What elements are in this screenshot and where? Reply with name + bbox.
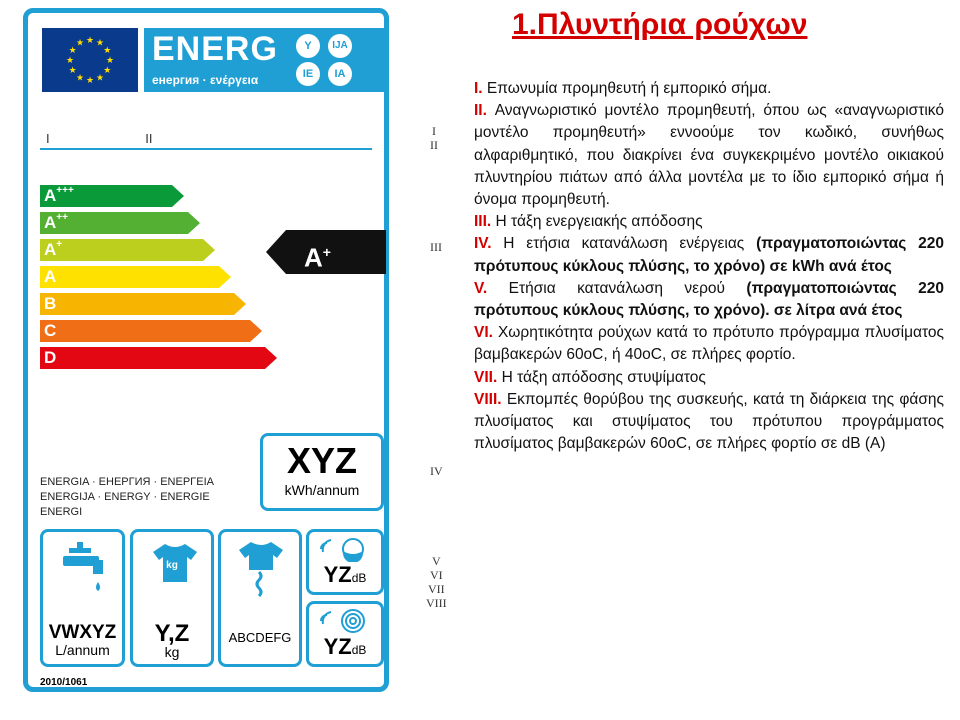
energy-label: [23, 8, 389, 692]
energy-class-bar: [40, 293, 234, 315]
eu-star-icon: ★: [95, 72, 105, 83]
lang-circle: IJA: [328, 34, 352, 58]
energy-consumption-box: [260, 433, 384, 511]
marker-v: V: [432, 554, 441, 568]
class-letter: C: [44, 321, 57, 340]
capacity-unit: kg: [164, 644, 180, 660]
spin-value: ABCDEFG: [228, 630, 292, 645]
supplier-marker: I: [46, 131, 50, 146]
energy-class-bar: [40, 212, 188, 234]
energy-subtitle: енергия · ενέργεια: [152, 73, 259, 87]
class-sup: ++: [56, 212, 68, 223]
list-item: VIII. Εκπομπές θορύβου της συσκευής, κατά τη διάρκεια της φάσης πλυσίματος και στυψίματος του πρότυπου προγράμματος πλυσίματος βαμβακερών 60οC, σε πλήρες φορτίο σε dB (A): [474, 390, 944, 453]
noise-wash-box: [306, 529, 384, 595]
shirt-kg-label: kg: [166, 560, 178, 571]
eu-star-icon: ★: [85, 75, 95, 85]
speaker-spin-icon: [319, 608, 375, 634]
marker-i: I: [432, 124, 436, 138]
eu-star-icon: ★: [65, 55, 75, 65]
eu-star-icon: ★: [85, 35, 95, 45]
class-sup: +++: [56, 185, 74, 196]
class-sup: +: [56, 239, 63, 250]
divider: [40, 148, 372, 150]
class-letter: A: [44, 186, 57, 205]
class-letter: A: [44, 267, 57, 286]
regulation-number: 2010/1061: [40, 677, 88, 688]
explanation-list: [474, 78, 944, 455]
noise-wash-value: YZdB: [323, 562, 367, 587]
language-list: [40, 475, 214, 520]
energy-title: ENERG: [152, 30, 278, 68]
language-line: ENERGI: [40, 506, 83, 518]
energy-class-bar: [40, 185, 172, 207]
supplier-row: [46, 131, 152, 146]
page-title: 1.Πλυντήρια ρούχων: [512, 8, 808, 41]
noise-spin-box: [306, 601, 384, 667]
list-item: VI. Χωρητικότητα ρούχων κατά το πρότυπο πρόγραμμα πλυσίματος βαμβακερών 60οC, ή 40οC, σε πλήρες φορτίο.: [474, 324, 944, 364]
eu-star-icon: ★: [95, 37, 105, 48]
capacity-box: [130, 529, 214, 667]
eu-star-icon: ★: [68, 45, 77, 55]
capacity-value: Y,Z: [154, 620, 190, 647]
list-item: V. Ετήσια κατανάλωση νερού (πραγματοποιώντας 220 πρότυπους κύκλους πλύσης, το χρόνο). σε λίτρα ανά έτος: [474, 279, 944, 320]
spin-shirt-icon: [237, 540, 289, 598]
eu-flag: [42, 28, 138, 92]
kwh-value: XYZ: [286, 440, 357, 481]
list-item: IV. Η ετήσια κατανάλωση ενέργειας (πραγματοποιώντας 220 πρότυπους κύκλους πλύσης, το χρόνο) σε kWh ανά έτος: [474, 235, 945, 275]
eu-stars-icon: [42, 28, 138, 92]
model-marker: II: [145, 131, 153, 146]
class-letter: B: [44, 294, 57, 313]
eu-star-icon: ★: [68, 65, 77, 75]
eu-star-icon: ★: [105, 55, 115, 65]
list-item: I. Επωνυμία προμηθευτή ή εμπορικό σήμα.: [474, 80, 772, 97]
energy-class-bar: [40, 266, 219, 288]
list-item: VII. Η τάξη απόδοσης στυψίματος: [474, 368, 706, 386]
eu-star-icon: ★: [103, 65, 112, 75]
rating-letter: A: [304, 242, 323, 273]
language-line: ENERGIJA · ENERGY · ENERGIE: [40, 491, 210, 503]
lang-circle: IA: [328, 62, 352, 86]
water-consumption-box: [40, 529, 125, 667]
eu-star-icon: ★: [75, 72, 85, 83]
tap-icon: [59, 542, 111, 600]
marker-viii: VIII: [426, 596, 447, 610]
kwh-unit: kWh/annum: [284, 482, 360, 498]
list-item: III. Η τάξη ενεργειακής απόδοσης: [474, 213, 703, 231]
lang-circle: Y: [296, 34, 320, 58]
class-letter: D: [44, 348, 57, 367]
eu-star-icon: ★: [75, 37, 85, 48]
language-line: ENERGIA · ЕНЕРГИЯ · ΕΝΕΡΓΕΙΑ: [40, 476, 214, 488]
marker-vi: VI: [430, 568, 443, 582]
energy-class-bar: [40, 347, 265, 369]
marker-vii: VII: [428, 582, 445, 596]
energy-rating-arrow: [286, 230, 386, 274]
speaker-wash-icon: [319, 536, 375, 562]
water-unit: L/annum: [55, 642, 110, 658]
energy-class-bar: [40, 239, 203, 261]
marker-iii: III: [430, 240, 442, 254]
class-letter: A: [44, 240, 57, 259]
class-letter: A: [44, 213, 57, 232]
list-item: II. Αναγνωριστικό μοντέλο προμηθευτή, όπου ως «αναγνωριστικό μοντέλο προμηθευτή» εννοούμε τον κωδικό, συνήθως αλφαριθμητικό, που διακρίνει ένα συγκεκριμένο μοντέλο οικιακού πλυντηρίου πιάτων από άλλα μοντέλα με το ίδιο εμπορικό σήμα ή όνομα προμηθευτή.: [474, 102, 944, 209]
energy-class-bar: [40, 320, 250, 342]
water-value: VWXYZ: [48, 622, 117, 643]
noise-spin-value: YZdB: [323, 634, 367, 659]
spin-class-box: [218, 529, 302, 667]
rating-sup: +: [322, 244, 331, 260]
eu-star-icon: ★: [103, 45, 112, 55]
marker-iv: IV: [430, 464, 443, 478]
lang-circle: IE: [296, 62, 320, 86]
energy-header: [144, 28, 389, 92]
marker-ii: II: [430, 138, 438, 152]
